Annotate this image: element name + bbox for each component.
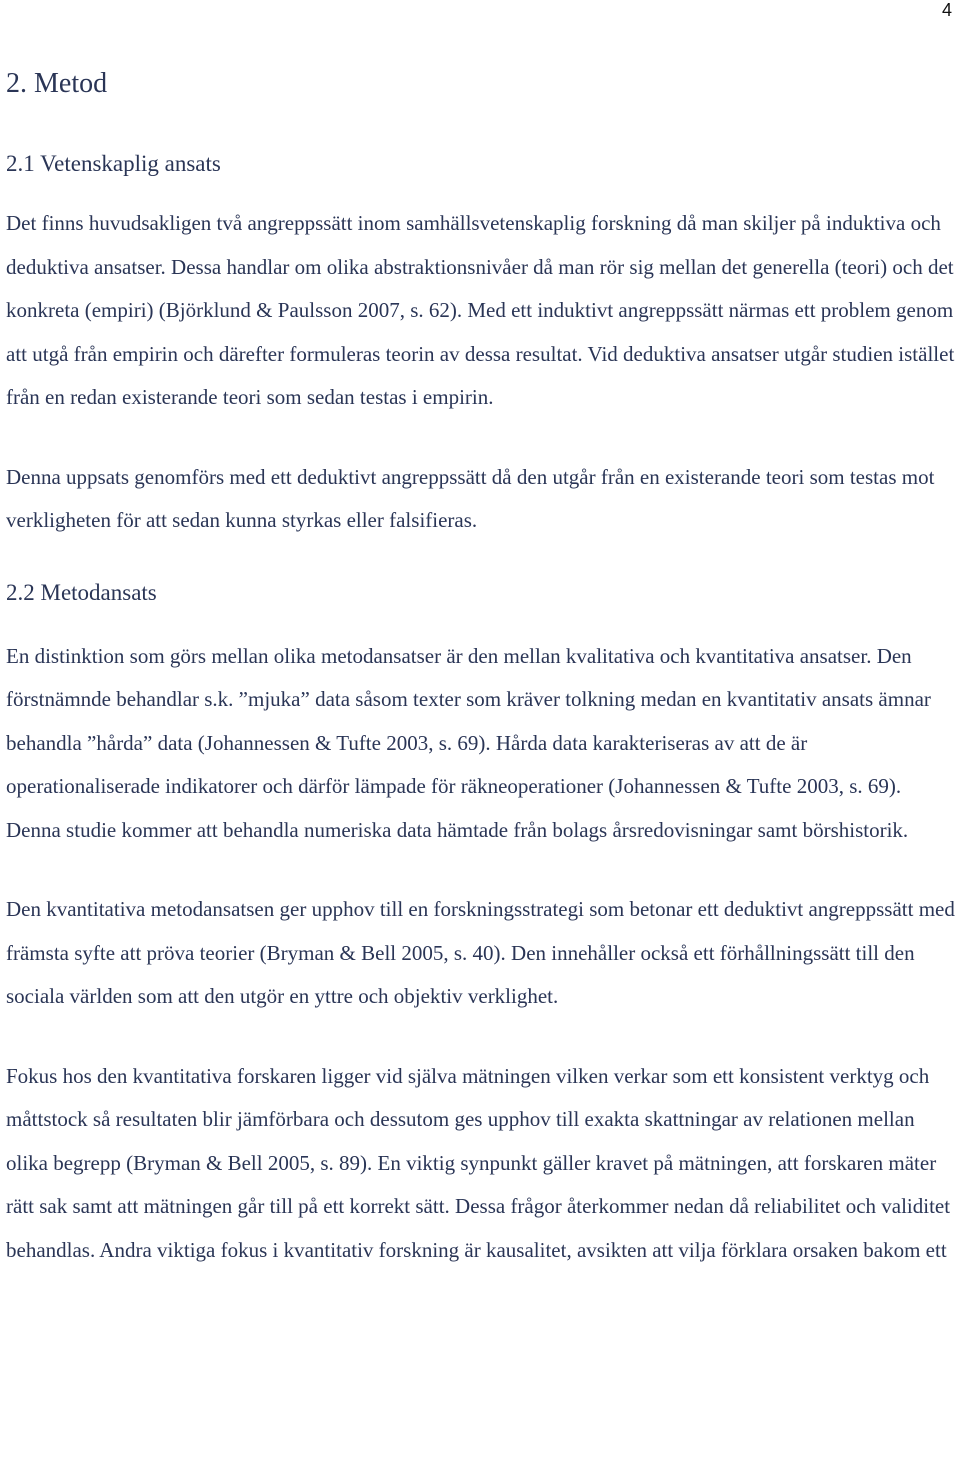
paragraph-kvalitativ-kvantitativ: En distinktion som görs mellan olika metodansatser är den mellan kvalitativa och kvantitativa ansatser. Den förstnämnde behandlar s.k. ”mjuka” data såsom texter som kräver tolkning medan en kvantitativ ansats ämnar behandla ”hårda” data (Johannessen & Tufte 2003, s. 69). Hårda data karakteriseras av att de är operationaliserade indikatorer och därför lämpade för räkneoperationer (Johannessen & Tufte 2003, s. 69). Denna studie kommer att behandla numeriska data hämtade från bolags årsredovisningar samt börshistorik. — [6, 643, 931, 842]
paragraph-induktiv-deduktiv: Det finns huvudsakligen två angreppssätt inom samhällsvetenskaplig forskning då man skiljer på induktiva och deduktiva ansatser. Dessa handlar om olika abstraktionsnivåer då man rör sig mellan det generella (teori) och det konkreta (empiri) (Björklund & Paulsson 2007, s. 62). Med ett induktivt angreppssätt närmas ett problem genom att utgå från empirin och därefter formuleras teorin av dessa resultat. Vid deduktiva ansatser utgår studien istället från en redan existerande teori som sedan testas i empirin. — [6, 211, 955, 409]
paragraph-uppsats-ansats: Denna uppsats genomförs med ett deduktivt angreppssätt då den utgår från en existerande teori som testas mot verkligheten för att sedan kunna styrkas eller falsifieras. — [6, 464, 935, 532]
section-heading-metodansats: 2.2 Metodansats — [6, 579, 157, 605]
page-number: 4 — [941, 0, 952, 20]
section-heading-vetenskaplig-ansats: 2.1 Vetenskaplig ansats — [6, 151, 221, 176]
paragraph-forskningsstrategi: Den kvantitativa metodansatsen ger upphov till en forskningsstrategi som betonar ett deduktivt angreppssätt med främsta syfte att pröva teorier (Bryman & Bell 2005, s. 40). Den innehåller också ett förhållningssätt till den sociala världen som att den utgör en yttre och objektiv verklighet. — [6, 897, 955, 1008]
paragraph-matning: Fokus hos den kvantitativa forskaren ligger vid själva mätningen vilken verkar som ett konsistent verktyg och måttstock så resultaten blir jämförbara och dessutom ges upphov till exakta skattningar av relationen mellan olika begrepp (Bryman & Bell 2005, s. 89). En viktig synpunkt gäller kravet på mätningen, att forskaren mäter rätt sak samt att mätningen går till på ett korrekt sätt. Dessa frågor återkommer nedan då reliabilitet och validitet behandlas. Andra viktiga fokus i kvantitativ forskning är kausalitet, avsikten att vilja förklara orsaken bakom ett — [6, 1063, 951, 1262]
document-body — [6, 62, 956, 1272]
chapter-heading: 2. Metod — [6, 68, 108, 99]
